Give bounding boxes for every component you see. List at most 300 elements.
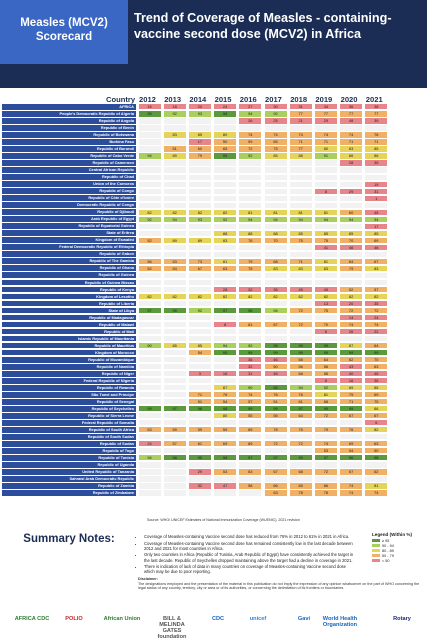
coverage-cell — [290, 167, 312, 172]
coverage-cell — [265, 189, 287, 194]
coverage-cell: 69 — [340, 441, 362, 446]
coverage-cell: 76 — [265, 392, 287, 397]
coverage-cell — [239, 189, 261, 194]
partner-logo: unicef — [249, 616, 267, 622]
coverage-cell: 59 — [164, 427, 186, 432]
coverage-cell: 16 — [139, 104, 161, 109]
coverage-cell — [214, 196, 236, 201]
coverage-cell — [315, 280, 337, 285]
coverage-cell: 50 — [365, 448, 387, 453]
coverage-cell — [214, 118, 236, 123]
coverage-cell: 24 — [139, 441, 161, 446]
coverage-cell: 88 — [239, 231, 261, 236]
country-label: Republic of Equatorial Guinea — [2, 223, 136, 229]
coverage-cell: 79 — [239, 259, 261, 264]
coverage-cell — [290, 252, 312, 257]
coverage-cell — [265, 175, 287, 180]
coverage-cell — [340, 182, 362, 187]
scorecard-title: Measles (MCV2) Scorecard — [0, 0, 128, 64]
coverage-cell — [315, 315, 337, 320]
coverage-cell: 99 — [239, 350, 261, 355]
coverage-cell — [139, 301, 161, 306]
coverage-cell: 36 — [239, 357, 261, 362]
coverage-cell — [164, 385, 186, 390]
coverage-cell: 81 — [290, 210, 312, 215]
coverage-cell — [189, 252, 211, 257]
coverage-cell: 82 — [214, 294, 236, 299]
coverage-cell: 54 — [214, 399, 236, 404]
coverage-cell: 53 — [139, 427, 161, 432]
coverage-cell — [214, 189, 236, 194]
coverage-cell: 72 — [265, 441, 287, 446]
coverage-cell: 99 — [265, 406, 287, 411]
note-item: • There is indication of lack of data in many countries on coverage of Measles-containing Vaccine second dose which may be due to poor reporting. — [144, 564, 356, 574]
coverage-cell: 94 — [139, 455, 161, 460]
coverage-cell — [239, 196, 261, 201]
year-header: 2015 — [214, 95, 232, 104]
coverage-cell: 85 — [164, 343, 186, 348]
coverage-cell: 55 — [265, 413, 287, 418]
coverage-cell — [239, 280, 261, 285]
coverage-cell: 97 — [164, 406, 186, 411]
country-label: Republic of South Africa — [2, 427, 136, 433]
coverage-cell — [315, 224, 337, 229]
coverage-cell — [139, 189, 161, 194]
coverage-cell: 43 — [340, 364, 362, 369]
coverage-cell: 82 — [164, 210, 186, 215]
coverage-cell: 13 — [315, 301, 337, 306]
coverage-cell: 74 — [265, 132, 287, 137]
coverage-cell — [189, 301, 211, 306]
country-label: Republic of Seychelles — [2, 406, 136, 412]
coverage-cell — [290, 420, 312, 425]
coverage-cell: 59 — [189, 427, 211, 432]
coverage-cell: 17 — [365, 224, 387, 229]
coverage-cell — [189, 378, 211, 383]
note-item: • Coverage of Measles-containing Vaccine second dose has remained consistently low in the last decade between 2012 and 2021 for most countries in Africa. — [144, 541, 356, 551]
coverage-cell — [214, 434, 236, 439]
coverage-cell: 65 — [265, 139, 287, 144]
coverage-cell: 80 — [214, 132, 236, 137]
coverage-cell: 79 — [315, 427, 337, 432]
coverage-cell — [189, 118, 211, 123]
coverage-cell: 57 — [365, 287, 387, 292]
coverage-cell — [214, 329, 236, 334]
coverage-cell — [214, 245, 236, 250]
partner-logos — [0, 614, 427, 640]
coverage-cell — [290, 315, 312, 320]
country-label: AFRICA — [2, 104, 136, 110]
coverage-cell — [340, 476, 362, 481]
coverage-cell: 83 — [340, 146, 362, 151]
coverage-cell: 81 — [239, 210, 261, 215]
coverage-cell — [139, 385, 161, 390]
coverage-cell: 35 — [365, 160, 387, 165]
coverage-cell — [164, 329, 186, 334]
coverage-cell: 97 — [265, 455, 287, 460]
coverage-cell — [164, 448, 186, 453]
coverage-cell: 18 — [164, 104, 186, 109]
country-label: Republic of Malawi — [2, 322, 136, 328]
coverage-cell — [239, 125, 261, 130]
coverage-cell: 67 — [365, 259, 387, 264]
coverage-cell — [265, 336, 287, 341]
coverage-cell: 24 — [365, 315, 387, 320]
coverage-cell — [214, 315, 236, 320]
coverage-cell: 94 — [290, 385, 312, 390]
coverage-cell — [315, 160, 337, 165]
coverage-cell: 48 — [340, 118, 362, 123]
country-label: Republic of Mali — [2, 329, 136, 335]
coverage-cell: 78 — [315, 490, 337, 495]
coverage-cell: 77 — [315, 111, 337, 116]
coverage-cell: 86 — [365, 406, 387, 411]
coverage-cell — [139, 231, 161, 236]
coverage-cell — [315, 336, 337, 341]
country-label: Islamic Republic of Mauritania — [2, 336, 136, 342]
coverage-cell — [239, 315, 261, 320]
coverage-cell — [265, 329, 287, 334]
country-label: Central African Republic — [2, 167, 136, 173]
country-label: Republic of Djibouti — [2, 209, 136, 215]
coverage-cell: 28 — [340, 160, 362, 165]
coverage-cell: 82 — [139, 294, 161, 299]
note-item: • Only two countries in Africa (Republic of Tunisia, Arab Republic of Egypt) have consistently achieved the target in the last decade. Republic of Seychelles dropped maintaining above the target had a decline in coverage in 2021. — [144, 552, 356, 562]
partner-logo: POLIO — [65, 616, 83, 622]
coverage-cell — [164, 189, 186, 194]
coverage-cell — [139, 175, 161, 180]
coverage-cell: 90 — [239, 385, 261, 390]
coverage-cell: 27 — [239, 104, 261, 109]
coverage-cell: 70 — [365, 357, 387, 362]
coverage-cell — [290, 245, 312, 250]
coverage-cell — [315, 196, 337, 201]
coverage-cell — [214, 182, 236, 187]
coverage-cell: 63 — [265, 490, 287, 495]
coverage-cell: 69 — [214, 441, 236, 446]
coverage-cell — [214, 364, 236, 369]
coverage-cell — [365, 167, 387, 172]
country-label: Republic of Botswana — [2, 132, 136, 138]
coverage-cell: 81 — [315, 392, 337, 397]
coverage-cell — [239, 167, 261, 172]
coverage-cell: 83 — [164, 132, 186, 137]
country-label: Democratic Republic of Congo — [2, 202, 136, 208]
coverage-cell — [139, 118, 161, 123]
coverage-cell: 8 — [214, 322, 236, 327]
coverage-cell — [265, 378, 287, 383]
coverage-cell: 68 — [290, 469, 312, 474]
coverage-cell: 46 — [365, 371, 387, 376]
country-label: People's Democratic Republic of Algeria — [2, 111, 136, 117]
coverage-cell: 82 — [189, 210, 211, 215]
coverage-cell — [189, 160, 211, 165]
coverage-cell — [189, 462, 211, 467]
coverage-cell: 85 — [365, 385, 387, 390]
coverage-cell — [139, 280, 161, 285]
coverage-cell — [265, 125, 287, 130]
coverage-cell: 81 — [265, 210, 287, 215]
coverage-cell: 82 — [139, 210, 161, 215]
coverage-cell — [139, 392, 161, 397]
coverage-cell: 49 — [315, 287, 337, 292]
coverage-cell — [139, 224, 161, 229]
coverage-cell: 74 — [315, 441, 337, 446]
coverage-cell — [164, 357, 186, 362]
coverage-cell: 73 — [189, 259, 211, 264]
coverage-cell — [315, 420, 337, 425]
coverage-cell: 96 — [239, 308, 261, 313]
coverage-cell — [290, 273, 312, 278]
coverage-cell: 69 — [365, 392, 387, 397]
country-label: Kingdom of Lesotho — [2, 294, 136, 300]
coverage-cell: 45 — [290, 287, 312, 292]
partner-logo: CDC — [211, 616, 225, 622]
coverage-cell — [290, 196, 312, 201]
coverage-cell: 96 — [340, 455, 362, 460]
coverage-cell — [239, 336, 261, 341]
country-label: Republic of Ghana — [2, 265, 136, 271]
coverage-cell: 95 — [139, 111, 161, 116]
coverage-cell: 35 — [265, 287, 287, 292]
coverage-cell: 58 — [290, 357, 312, 362]
coverage-cell: 74 — [340, 132, 362, 137]
coverage-cell: 92 — [139, 217, 161, 222]
coverage-cell — [290, 329, 312, 334]
coverage-cell: 87 — [340, 343, 362, 348]
coverage-cell — [139, 378, 161, 383]
coverage-cell: 46 — [265, 357, 287, 362]
coverage-cell: 97 — [139, 308, 161, 313]
coverage-cell — [189, 336, 211, 341]
coverage-cell: 63 — [365, 364, 387, 369]
coverage-cell: 81 — [315, 259, 337, 264]
coverage-cell: 31 — [290, 104, 312, 109]
coverage-cell: 74 — [239, 392, 261, 397]
country-label: Republic of Mozambique — [2, 357, 136, 363]
coverage-cell — [214, 490, 236, 495]
coverage-cell: 98 — [164, 455, 186, 460]
coverage-cell: 85 — [189, 343, 211, 348]
coverage-cell: 76 — [340, 427, 362, 432]
coverage-cell — [340, 175, 362, 180]
coverage-cell — [315, 462, 337, 467]
coverage-cell — [164, 336, 186, 341]
coverage-cell: 85 — [290, 231, 312, 236]
country-label: Republic of Guinea — [2, 272, 136, 278]
coverage-cell: 98 — [214, 406, 236, 411]
coverage-cell — [214, 273, 236, 278]
coverage-cell: 94 — [365, 217, 387, 222]
summary-notes-list — [138, 534, 356, 576]
coverage-cell — [290, 280, 312, 285]
coverage-cell: 82 — [189, 294, 211, 299]
coverage-cell: 31 — [239, 371, 261, 376]
legend — [372, 532, 422, 563]
coverage-cell: 14 — [340, 315, 362, 320]
coverage-cell: 82 — [164, 294, 186, 299]
coverage-cell — [164, 469, 186, 474]
coverage-cell: 6 — [365, 420, 387, 425]
country-label: Kingdom of Morocco — [2, 350, 136, 356]
coverage-cell: 67 — [365, 413, 387, 418]
country-label: Republic of Rwanda — [2, 385, 136, 391]
coverage-cell — [315, 252, 337, 257]
coverage-cell — [265, 280, 287, 285]
coverage-cell — [189, 322, 211, 327]
coverage-cell: 67 — [265, 322, 287, 327]
coverage-cell: 48 — [365, 210, 387, 215]
coverage-cell: 72 — [239, 146, 261, 151]
coverage-cell: 95 — [214, 153, 236, 158]
coverage-cell — [164, 413, 186, 418]
coverage-cell: 68 — [290, 371, 312, 376]
coverage-cell: 82 — [214, 210, 236, 215]
legend-label: < 50 — [382, 558, 390, 563]
coverage-cell — [139, 357, 161, 362]
coverage-cell: 58 — [239, 483, 261, 488]
coverage-cell: 51 — [189, 399, 211, 404]
coverage-cell — [340, 420, 362, 425]
coverage-cell — [265, 448, 287, 453]
coverage-cell: 65 — [214, 146, 236, 151]
coverage-cell: 98 — [214, 111, 236, 116]
coverage-cell: 72 — [290, 322, 312, 327]
coverage-cell — [189, 175, 211, 180]
coverage-cell — [365, 280, 387, 285]
coverage-cell — [340, 167, 362, 172]
disclaimer-text: The designations employed and the presentation of the material in this publication do not imply the expression of any opinion whatsoever on the part of WHO concerning the legal status of any country, territory, city or area or of its authorities, or concerning the delimitation of its frontiers or boundaries. — [138, 581, 420, 591]
coverage-cell — [214, 357, 236, 362]
coverage-cell: 24 — [214, 104, 236, 109]
coverage-cell: 56 — [139, 259, 161, 264]
country-label: Republic of Côte d'Ivoire — [2, 195, 136, 201]
coverage-cell — [139, 336, 161, 341]
coverage-cell — [164, 280, 186, 285]
coverage-cell: 54 — [164, 266, 186, 271]
coverage-cell: 59 — [214, 427, 236, 432]
country-label: Republic of Madagascar — [2, 315, 136, 321]
coverage-cell — [290, 160, 312, 165]
coverage-cell — [340, 280, 362, 285]
legend-swatch — [372, 544, 380, 548]
coverage-cell: 41 — [315, 245, 337, 250]
coverage-cell — [164, 364, 186, 369]
coverage-cell — [239, 175, 261, 180]
coverage-cell: 71 — [365, 139, 387, 144]
coverage-cell: 64 — [340, 259, 362, 264]
coverage-cell — [239, 182, 261, 187]
legend-swatch — [372, 549, 380, 553]
coverage-cell — [164, 490, 186, 495]
coverage-cell — [189, 189, 211, 194]
coverage-cell: 51 — [164, 146, 186, 151]
coverage-cell — [290, 434, 312, 439]
coverage-cell: 72 — [340, 308, 362, 313]
disclaimer-title: Disclaimer: — [138, 577, 158, 581]
legend-swatch — [372, 539, 380, 543]
coverage-cell: 54 — [340, 448, 362, 453]
coverage-cell — [265, 434, 287, 439]
coverage-cell — [214, 420, 236, 425]
coverage-cell — [239, 462, 261, 467]
coverage-cell: 74 — [315, 132, 337, 137]
coverage-cell: 82 — [290, 294, 312, 299]
coverage-cell: 29 — [315, 118, 337, 123]
header — [0, 0, 427, 64]
coverage-cell: 29 — [340, 189, 362, 194]
coverage-cell — [265, 420, 287, 425]
coverage-cell: 55 — [239, 413, 261, 418]
coverage-cell: 85 — [315, 231, 337, 236]
coverage-cell — [139, 364, 161, 369]
coverage-cell — [214, 224, 236, 229]
coverage-cell — [189, 203, 211, 208]
country-label: Republic of Uganda — [2, 462, 136, 468]
coverage-cell — [265, 245, 287, 250]
coverage-cell: 72 — [290, 441, 312, 446]
coverage-cell — [239, 273, 261, 278]
coverage-cell: 63 — [214, 266, 236, 271]
country-label: Republic of South Sudan — [2, 434, 136, 440]
coverage-cell: 74 — [290, 132, 312, 137]
coverage-cell — [189, 231, 211, 236]
coverage-cell: 90 — [139, 343, 161, 348]
coverage-cell — [164, 287, 186, 292]
coverage-cell: 82 — [239, 294, 261, 299]
coverage-cell: 89 — [164, 238, 186, 243]
coverage-cell: 46 — [340, 245, 362, 250]
coverage-cell: 67 — [340, 469, 362, 474]
coverage-cell: 81 — [315, 210, 337, 215]
coverage-cell — [340, 273, 362, 278]
coverage-cell: 38 — [365, 104, 387, 109]
coverage-cell: 74 — [365, 322, 387, 327]
coverage-cell — [139, 139, 161, 144]
country-label: Republic of Kenya — [2, 287, 136, 293]
coverage-cell: 77 — [290, 111, 312, 116]
coverage-cell: 61 — [239, 322, 261, 327]
coverage-cell: 52 — [139, 238, 161, 243]
coverage-cell — [214, 160, 236, 165]
coverage-cell — [340, 224, 362, 229]
coverage-cell: 82 — [315, 294, 337, 299]
coverage-cell — [265, 182, 287, 187]
coverage-cell — [164, 462, 186, 467]
coverage-cell: 70 — [265, 238, 287, 243]
coverage-cell — [189, 420, 211, 425]
legend-swatch — [372, 554, 380, 558]
coverage-cell — [315, 175, 337, 180]
coverage-cell — [365, 336, 387, 341]
coverage-cell: 99 — [340, 350, 362, 355]
coverage-cell — [239, 203, 261, 208]
coverage-cell: 58 — [315, 371, 337, 376]
coverage-cell: 83 — [365, 266, 387, 271]
coverage-cell — [265, 462, 287, 467]
coverage-cell — [290, 182, 312, 187]
coverage-cell — [139, 371, 161, 376]
coverage-cell: 46 — [265, 371, 287, 376]
coverage-cell: 51 — [265, 399, 287, 404]
coverage-cell: 16 — [214, 371, 236, 376]
coverage-cell — [139, 167, 161, 172]
coverage-cell — [139, 315, 161, 320]
coverage-cell: 53 — [214, 469, 236, 474]
coverage-cell — [139, 329, 161, 334]
coverage-cell — [189, 224, 211, 229]
coverage-cell — [315, 182, 337, 187]
